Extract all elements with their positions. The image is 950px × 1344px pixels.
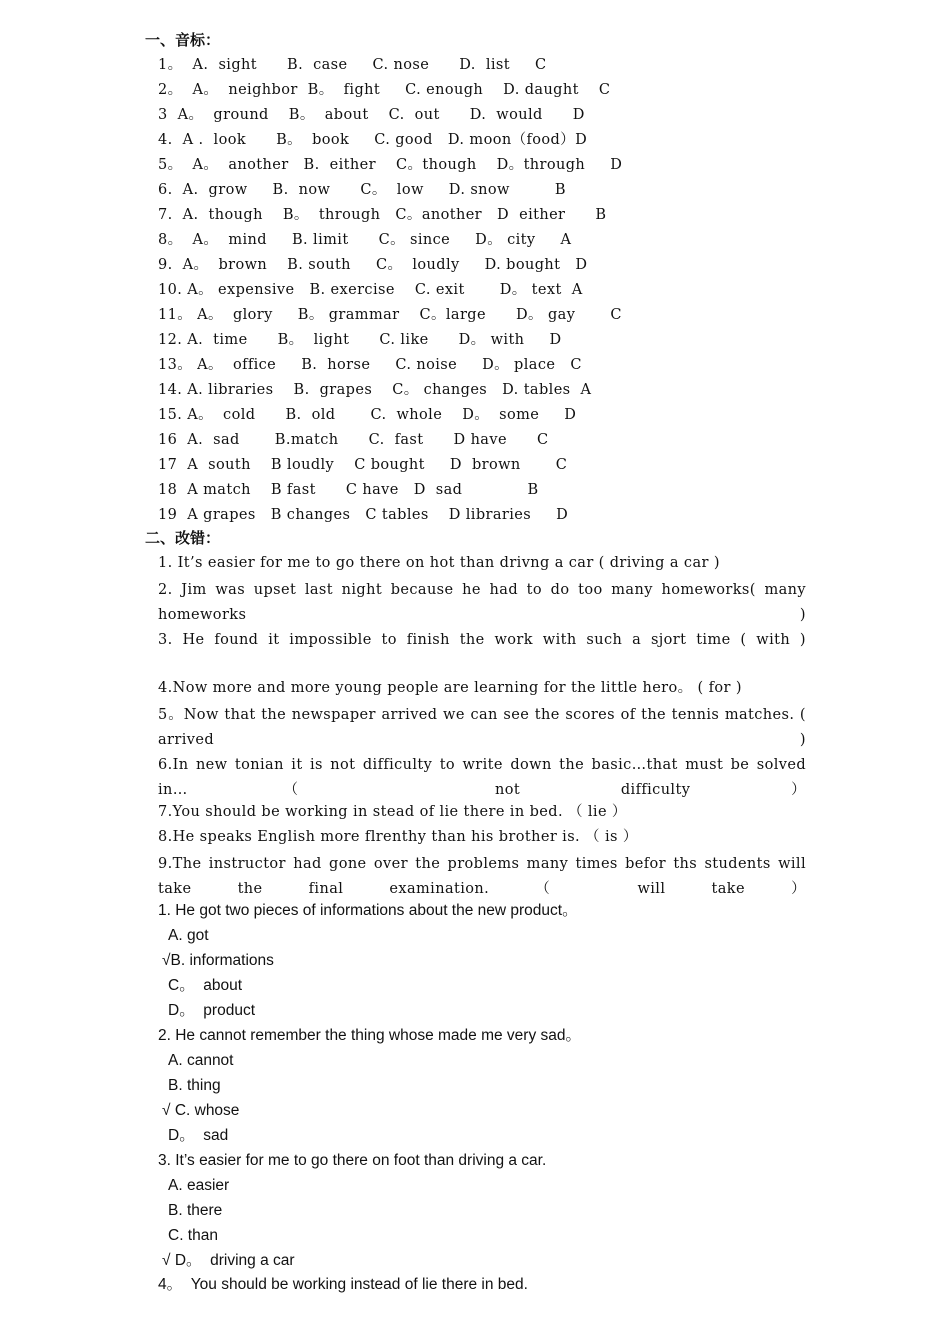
phonetic-item: 1。 A. sight B. case C. nose D. list C xyxy=(158,57,547,73)
answer-option: C。 about xyxy=(168,977,243,994)
section-2-heading: 二、改错： xyxy=(145,529,221,547)
section-1-heading: 一、音标： xyxy=(145,31,221,49)
phonetic-item: 4. A . look B。 book C. good D. moon（food）D xyxy=(158,132,588,148)
correction-item: 4.Now more and more young people are learning for the little hero。 ( for ) xyxy=(158,680,742,696)
phonetic-item: 14. A. libraries B. grapes C。 changes D. tables A xyxy=(158,382,592,398)
question-stem: 3. It’s easier for me to go there on foot than driving a car. xyxy=(158,1152,547,1169)
phonetic-item: 8。 A。 mind B. limit C。 since D。 city A xyxy=(158,232,572,248)
phonetic-item: 11。 A。 glory B。 grammar C。large D。 gay C xyxy=(158,307,622,323)
question-stem: 2. He cannot remember the thing whose made me very sad。 xyxy=(158,1027,582,1044)
question-stem: 4。 You should be working instead of lie there in bed. xyxy=(158,1276,528,1293)
phonetic-item: 7. A. though B。 through C。another D either B xyxy=(158,207,607,223)
correction-item: 1. It’s easier for me to go there on hot than drivng a car ( driving a car ) xyxy=(158,555,720,571)
correction-item: 3. He found it impossible to finish the work with such a sjort time ( with ) xyxy=(158,632,806,648)
phonetic-item: 2。 A。 neighbor B。 fight C. enough D. daught C xyxy=(158,82,611,98)
phonetic-item: 17 A south B loudly C bought D brown C xyxy=(158,457,568,473)
answer-option: √ C. whose xyxy=(162,1102,240,1119)
answer-option: A. cannot xyxy=(168,1052,234,1069)
phonetic-item: 3 A。 ground B。 about C. out D. would D xyxy=(158,107,585,123)
correction-item: 6.In new tonian it is not difficulty to write down the basic…that must be solved in…（ not difficulty ） xyxy=(158,757,806,798)
answer-option: √ D。 driving a car xyxy=(162,1252,295,1269)
phonetic-item: 19 A grapes B changes C tables D libraries D xyxy=(158,507,569,523)
answer-option: A. got xyxy=(168,927,209,944)
correction-item: 9.The instructor had gone over the problems many times befor ths students will take the final examination. （ will take ） xyxy=(158,856,806,897)
phonetic-item: 10. A。 expensive B. exercise C. exit D。 text A xyxy=(158,282,583,298)
answer-option: √B. informations xyxy=(162,952,274,969)
answer-option: C. than xyxy=(168,1227,218,1244)
phonetic-item: 9. A。 brown B. south C。 loudly D. bought D xyxy=(158,257,588,273)
answer-option: D。 sad xyxy=(168,1127,229,1144)
phonetic-item: 13。 A。 office B. horse C. noise D。 place C xyxy=(158,357,582,373)
correction-item: 5。Now that the newspaper arrived we can see the scores of the tennis matches. ( arrived ) xyxy=(158,707,806,748)
phonetic-item: 5。 A。 another B. either C。though D。through D xyxy=(158,157,623,173)
answer-option: D。 product xyxy=(168,1002,256,1019)
answer-option: B. there xyxy=(168,1202,223,1219)
correction-item: 7.You should be working in stead of lie there in bed. （ lie ） xyxy=(158,804,627,820)
answer-option: B. thing xyxy=(168,1077,221,1094)
answer-option: A. easier xyxy=(168,1177,230,1194)
correction-item: 8.He speaks English more flrenthy than his brother is. （ is ） xyxy=(158,829,638,845)
phonetic-item: 12. A. time B。 light C. like D。 with D xyxy=(158,332,562,348)
correction-item: 2. Jim was upset last night because he had to do too many homeworks( many homeworks ) xyxy=(158,582,806,623)
question-stem: 1. He got two pieces of informations about the new product。 xyxy=(158,902,578,919)
phonetic-item: 6. A. grow B. now C。 low D. snow B xyxy=(158,182,566,198)
phonetic-item: 18 A match B fast C have D sad B xyxy=(158,482,539,498)
phonetic-item: 16 A. sad B.match C. fast D have C xyxy=(158,432,549,448)
phonetic-item: 15. A。 cold B. old C. whole D。 some D xyxy=(158,407,577,423)
